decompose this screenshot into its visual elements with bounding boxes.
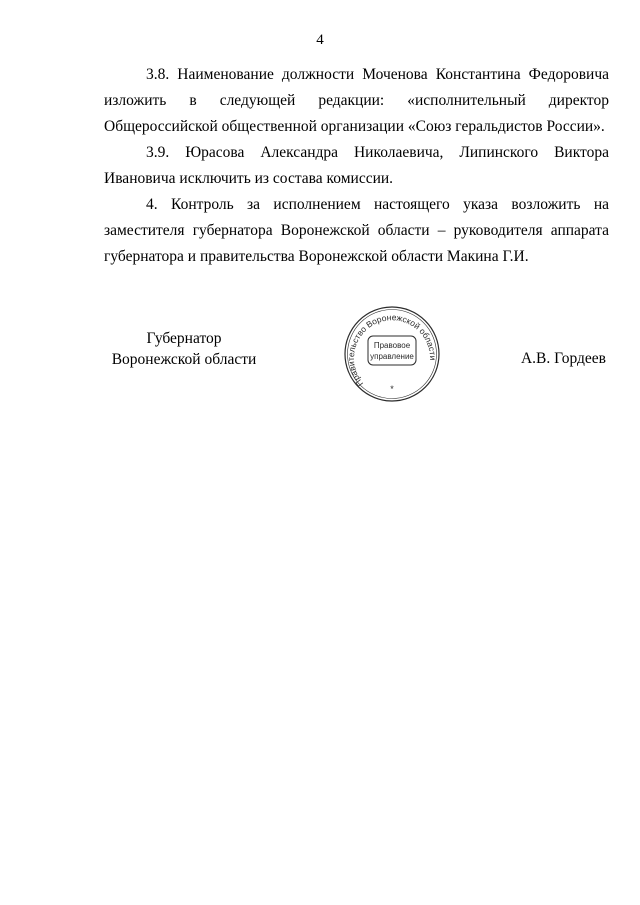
paragraph-3-8-line-1: 3.8. Наименование должности Моченова Константина Федоровича [146, 66, 609, 83]
paragraph-4-line-2: заместителя губернатора Воронежской области – руководителя аппарата [104, 222, 609, 239]
paragraph-3-8-line-3: Общероссийской общественной организации «Союз геральдистов России». [104, 118, 605, 135]
paragraph-3-9-line-2: Ивановича исключить из состава комиссии. [104, 170, 394, 187]
signatory-name: А.В. Гордеев [520, 350, 606, 367]
paragraph-3-9-line-1: 3.9. Юрасова Александра Николаевича, Липинского Виктора [146, 144, 609, 161]
paragraph-3-9 [104, 140, 609, 192]
seal-center-line-1: Правовое [373, 341, 411, 350]
seal-ring-text: Правительство Воронежской области [345, 312, 439, 389]
paragraph-3-8 [104, 62, 609, 140]
signatory-title [104, 328, 264, 370]
seal-stamp [341, 305, 443, 403]
paragraph-3-8-line-2: изложить в следующей редакции: «исполнительный директор [104, 92, 609, 109]
document-body [104, 62, 609, 270]
signatory-title-line-2: Воронежской области [111, 351, 257, 368]
paragraph-4-line-1: 4. Контроль за исполнением настоящего указа возложить на [146, 196, 609, 213]
paragraph-4-line-3: губернатора и правительства Воронежской области Макина Г.И. [104, 248, 529, 265]
seal-center-line-2: управление [370, 352, 414, 361]
signatory-title-line-1: Губернатор [146, 330, 222, 347]
page-number: 4 [316, 32, 324, 48]
paragraph-4 [104, 192, 609, 270]
seal-star: * [390, 384, 394, 394]
